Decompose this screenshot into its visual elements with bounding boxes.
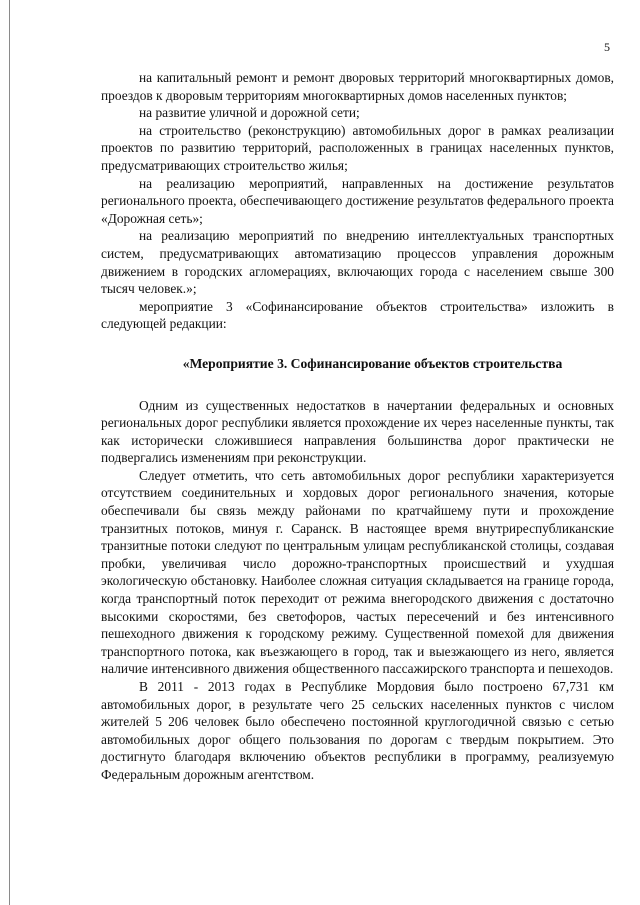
list-item-road-construction: на строительство (реконструкцию) автомобильных дорог в рамках реализации проектов по развитию территорий, расположенных в границах населенных пунктов, предусматривающих строительство жилья; bbox=[101, 122, 614, 173]
binding-edge-line bbox=[9, 0, 10, 905]
section-heading: «Мероприятие 3. Софинансирование объектов строительства bbox=[182, 355, 563, 371]
list-item-regional-project: на реализацию мероприятий, направленных на достижение результатов регионального проекта, обеспечивающего достижение результатов федерального проекта «Дорожная сеть»; bbox=[101, 175, 614, 226]
document-page bbox=[101, 69, 614, 784]
body-paragraph-2: Следует отметить, что сеть автомобильных дорог республики характеризуется отсутствием соединительных и хордовых дорог регионального значения, которые обеспечивали бы связь между районами по кратчайшему пути и прохождение транзитных потоков, минуя г. Саранск. В настоящее время внутриреспубликанские транзитные потоки следуют по центральным улицам республиканской столицы, создавая пробки, увеличивая число дорожно-транспортных происшествий и ухудшая экологическую обстановку. Наиболее сложная ситуация складывается на границе города, когда транспортный поток переходит от режима внегородского движения с достаточно высокими скоростями, без светофоров, частых пересечений и без интенсивного пешеходного движения к городскому режиму. Существенной помехой для движения транспортного потока, как въезжающего в город, так и выезжающего из него, является наличие интенсивного движения общественного пассажирского транспорта и пешеходов. bbox=[101, 467, 614, 677]
amendment-instruction: мероприятие 3 «Софинансирование объектов строительства» изложить в следующей редакции: bbox=[101, 298, 614, 332]
page-number: 5 bbox=[604, 40, 610, 54]
body-paragraph-1: Одним из существенных недостатков в начертании федеральных и основных региональных дорог республики является прохождение их через населенные пункты, так как исторически сложившиеся направления большинства дорог практически не подвергались изменениям при реконструкции. bbox=[101, 397, 614, 466]
body-paragraph-3: В 2011 - 2013 годах в Республике Мордовия было построено 67,731 км автомобильных дорог, в результате чего 25 сельских населенных пунктов с числом жителей 5 206 человек было обеспечено постоянной круглогодичной связью с сетью автомобильных дорог общего пользования по дорогам с твердым покрытием. Это достигнуто благодаря включению объектов республики в программу, реализуемую Федеральным дорожным агентством. bbox=[101, 679, 614, 782]
list-item-intelligent-transport: на реализацию мероприятий по внедрению интеллектуальных транспортных систем, предусматривающих автоматизацию процессов управления дорожным движением в городских агломерациях, включающих города с населением свыше 300 тысяч человек.»; bbox=[101, 228, 614, 297]
list-item-courtyards: на капитальный ремонт и ремонт дворовых территорий многоквартирных домов, проездов к дворовым территориям многоквартирных домов населенных пунктов; bbox=[101, 70, 614, 103]
list-item-street-network: на развитие уличной и дорожной сети; bbox=[139, 105, 360, 121]
